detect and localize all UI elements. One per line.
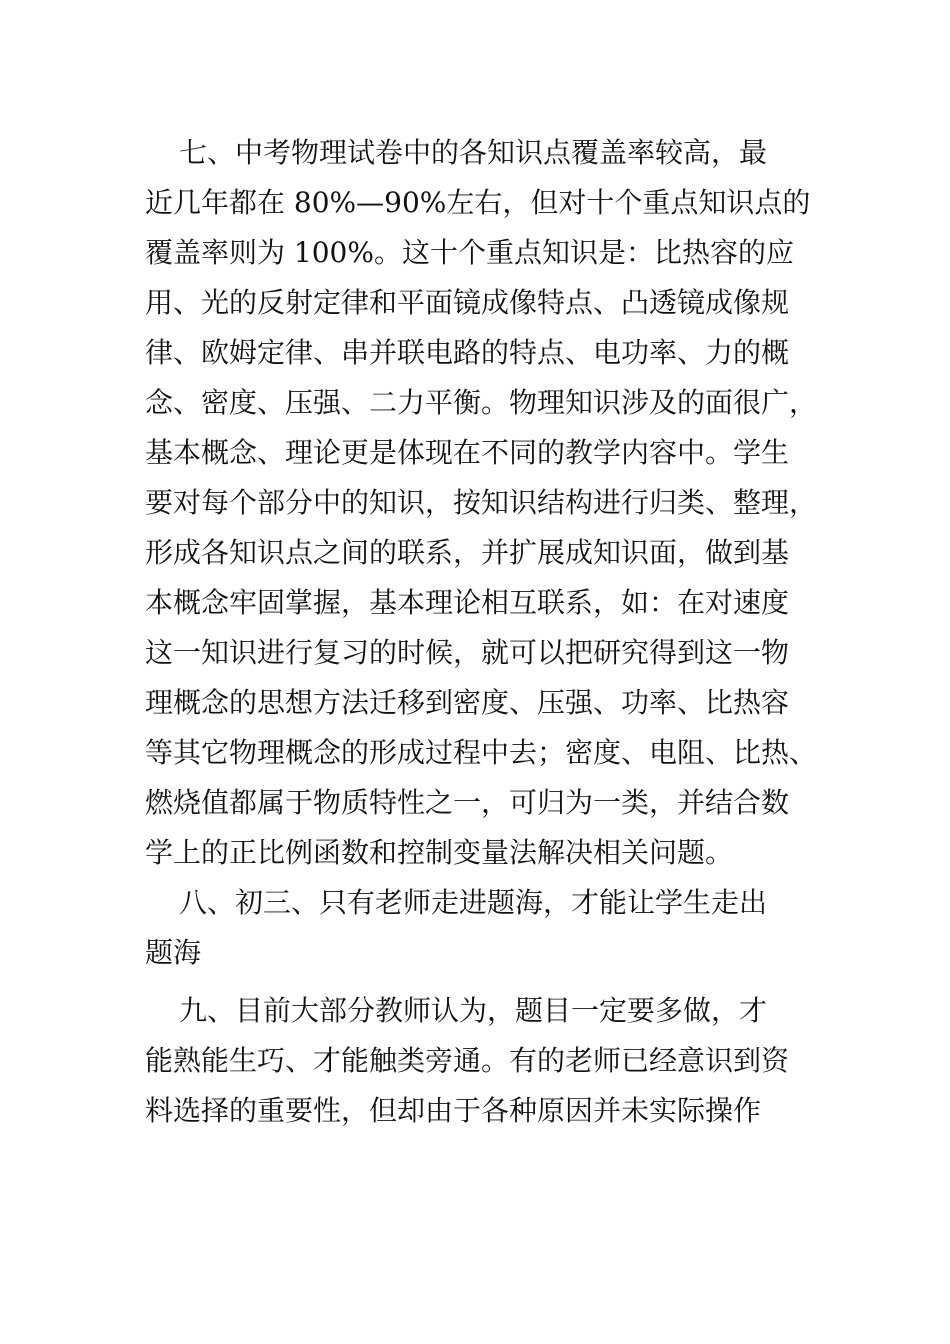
paragraph-line: 料选择的重要性，但却由于各种原因并未实际操作 — [145, 1094, 762, 1127]
paragraph-line: 念、密度、压强、二力平衡。物理知识涉及的面很广， — [145, 386, 818, 419]
paragraph-line: 学上的正比例函数和控制变量法解决相关问题。 — [145, 836, 734, 869]
paragraph-8 — [145, 878, 825, 978]
paragraph-line: 九、目前大部分教师认为，题目一定要多做，才 — [179, 994, 768, 1027]
paragraph-line: 律、欧姆定律、串并联电路的特点、电功率、力的概 — [145, 336, 790, 369]
paragraph-line: 用、光的反射定律和平面镜成像特点、凸透镜成像规 — [145, 286, 790, 319]
paragraph-9 — [145, 986, 825, 1136]
paragraph-line: 要对每个部分中的知识，按知识结构进行归类、整理， — [145, 486, 818, 519]
paragraph-line: 燃烧值都属于物质特性之一，可归为一类，并结合数 — [145, 786, 790, 819]
paragraph-line: 形成各知识点之间的联系，并扩展成知识面，做到基 — [145, 536, 790, 569]
paragraph-line: 等其它物理概念的形成过程中去；密度、电阻、比热、 — [145, 736, 818, 769]
paragraph-line: 本概念牢固掌握，基本理论相互联系，如：在对速度 — [145, 586, 790, 619]
paragraph-line: 这一知识进行复习的时候，就可以把研究得到这一物 — [145, 636, 790, 669]
paragraph-line: 覆盖率则为 100%。这十个重点知识是：比热容的应 — [145, 236, 794, 269]
paragraph-line: 基本概念、理论更是体现在不同的教学内容中。学生 — [145, 436, 790, 469]
paragraph-line: 七、中考物理试卷中的各知识点覆盖率较高，最 — [179, 136, 768, 169]
paragraph-line: 题海 — [145, 936, 202, 969]
paragraph-line: 近几年都在 80%—90%左右，但对十个重点知识点的 — [145, 186, 811, 219]
paragraph-line: 理概念的思想方法迁移到密度、压强、功率、比热容 — [145, 686, 790, 719]
document-body — [145, 128, 825, 1136]
paragraph-line: 八、初三、只有老师走进题海，才能让学生走出 — [179, 886, 768, 919]
paragraph-7 — [145, 128, 825, 878]
paragraph-line: 能熟能生巧、才能触类旁通。有的老师已经意识到资 — [145, 1044, 790, 1077]
